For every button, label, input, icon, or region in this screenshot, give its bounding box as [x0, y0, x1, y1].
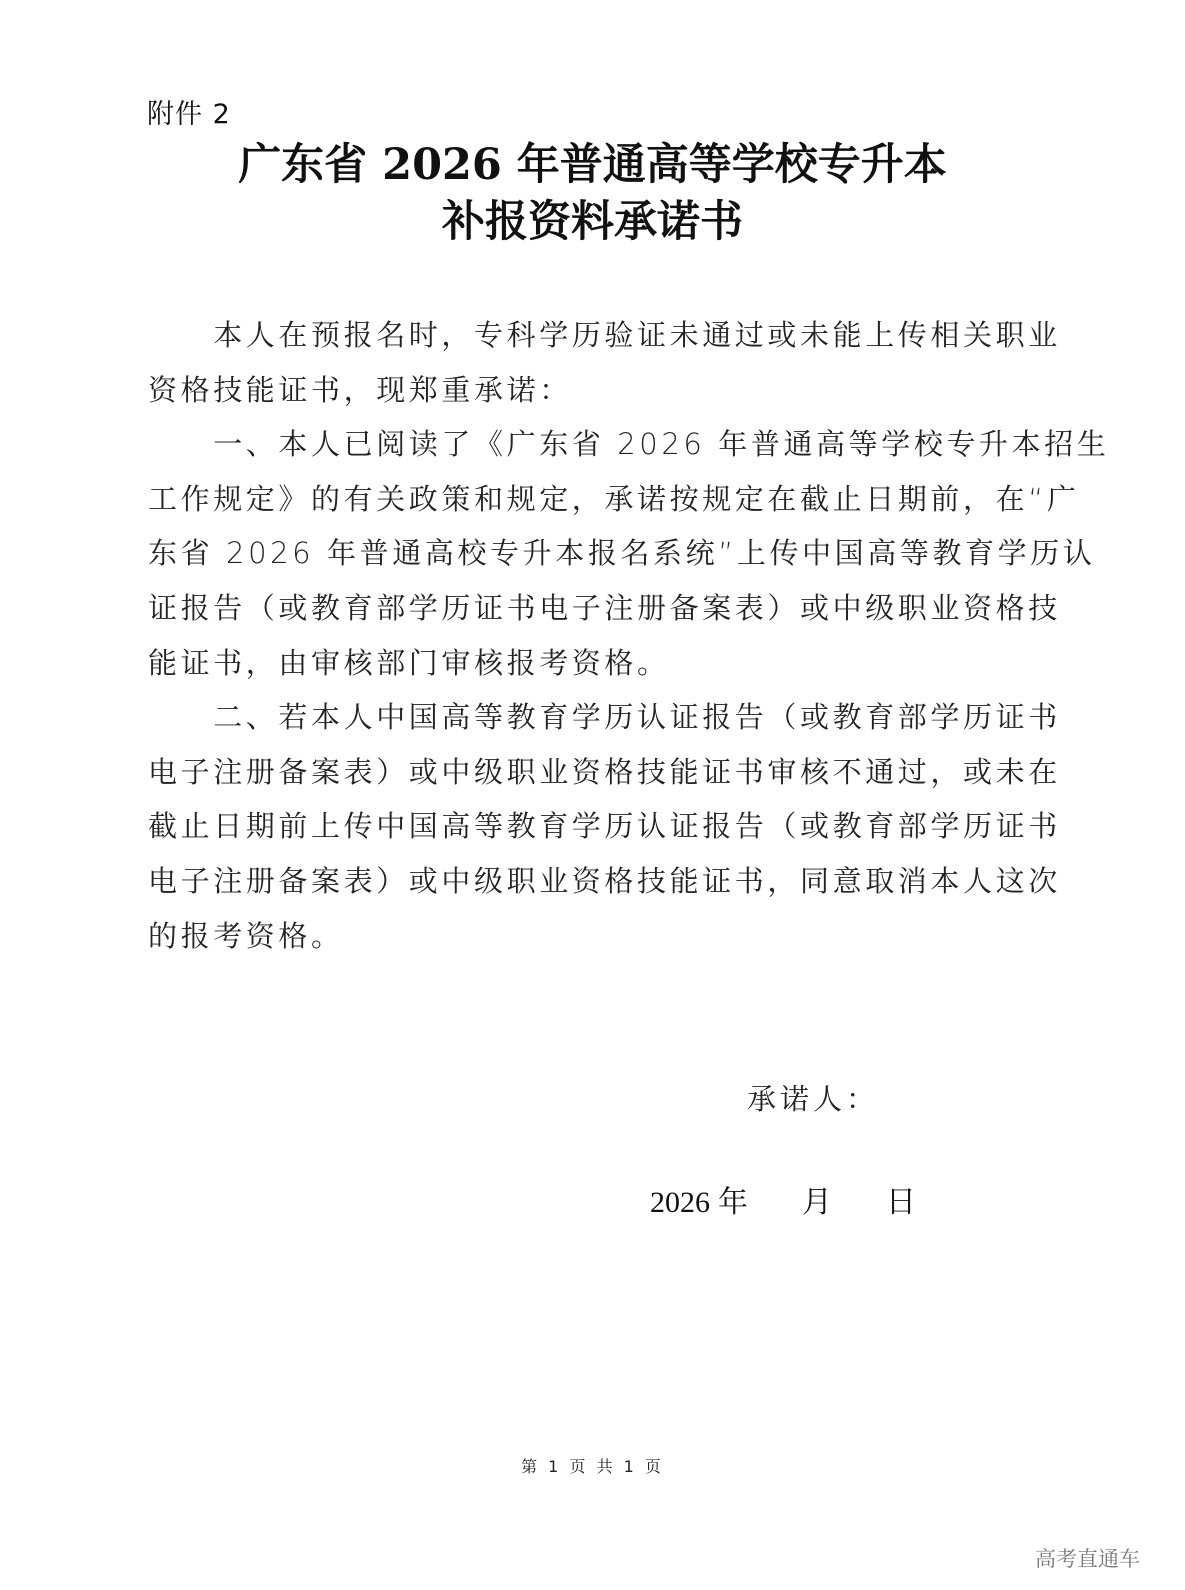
date-year-unit: 年	[718, 1186, 748, 1219]
date-day-unit: 日	[886, 1186, 916, 1219]
body-line: 资格技能证书，现郑重承诺：	[148, 372, 572, 407]
document-title-line-1: 广东省 2026 年普通高等学校专升本	[238, 140, 947, 190]
body-line: 能证书，由审核部门审核报考资格。	[148, 645, 670, 680]
date-month-unit: 月	[802, 1186, 832, 1219]
body-line: 二、若本人中国高等教育学历认证报告（或教育部学历证书	[148, 700, 1061, 735]
body-line: 电子注册备案表）或中级职业资格技能证书审核不通过，或未在	[148, 754, 1061, 789]
page-footer: 第 1 页 共 1 页	[521, 1457, 664, 1476]
document-title-line-2: 补报资料承诺书	[442, 197, 743, 247]
body-line: 证报告（或教育部学历证书电子注册备案表）或中级职业资格技	[148, 590, 1061, 625]
commitment-body	[148, 308, 1110, 963]
signature-date	[650, 1177, 916, 1221]
signer-label: 承诺人：	[747, 1082, 880, 1116]
attachment-label: 附件 2	[147, 99, 231, 130]
body-line: 本人在预报名时，专科学历验证未通过或未能上传相关职业	[148, 318, 1061, 352]
body-line: 一、本人已阅读了《广东省 2026 年普通高等学校专升本招生	[148, 427, 1110, 462]
watermark: 高考直通车	[1035, 1547, 1140, 1571]
body-line: 截止日期前上传中国高等教育学历认证报告（或教育部学历证书	[148, 809, 1061, 844]
body-line: 东省 2026 年普通高校专升本报名系统”上传中国高等教育学历认	[148, 536, 1096, 571]
body-line: 电子注册备案表）或中级职业资格技能证书，同意取消本人这次	[148, 863, 1061, 898]
date-year: 2026	[650, 1186, 710, 1219]
body-line: 的报考资格。	[148, 918, 344, 953]
body-line: 工作规定》的有关政策和规定，承诺按规定在截止日期前，在“广	[148, 481, 1080, 516]
